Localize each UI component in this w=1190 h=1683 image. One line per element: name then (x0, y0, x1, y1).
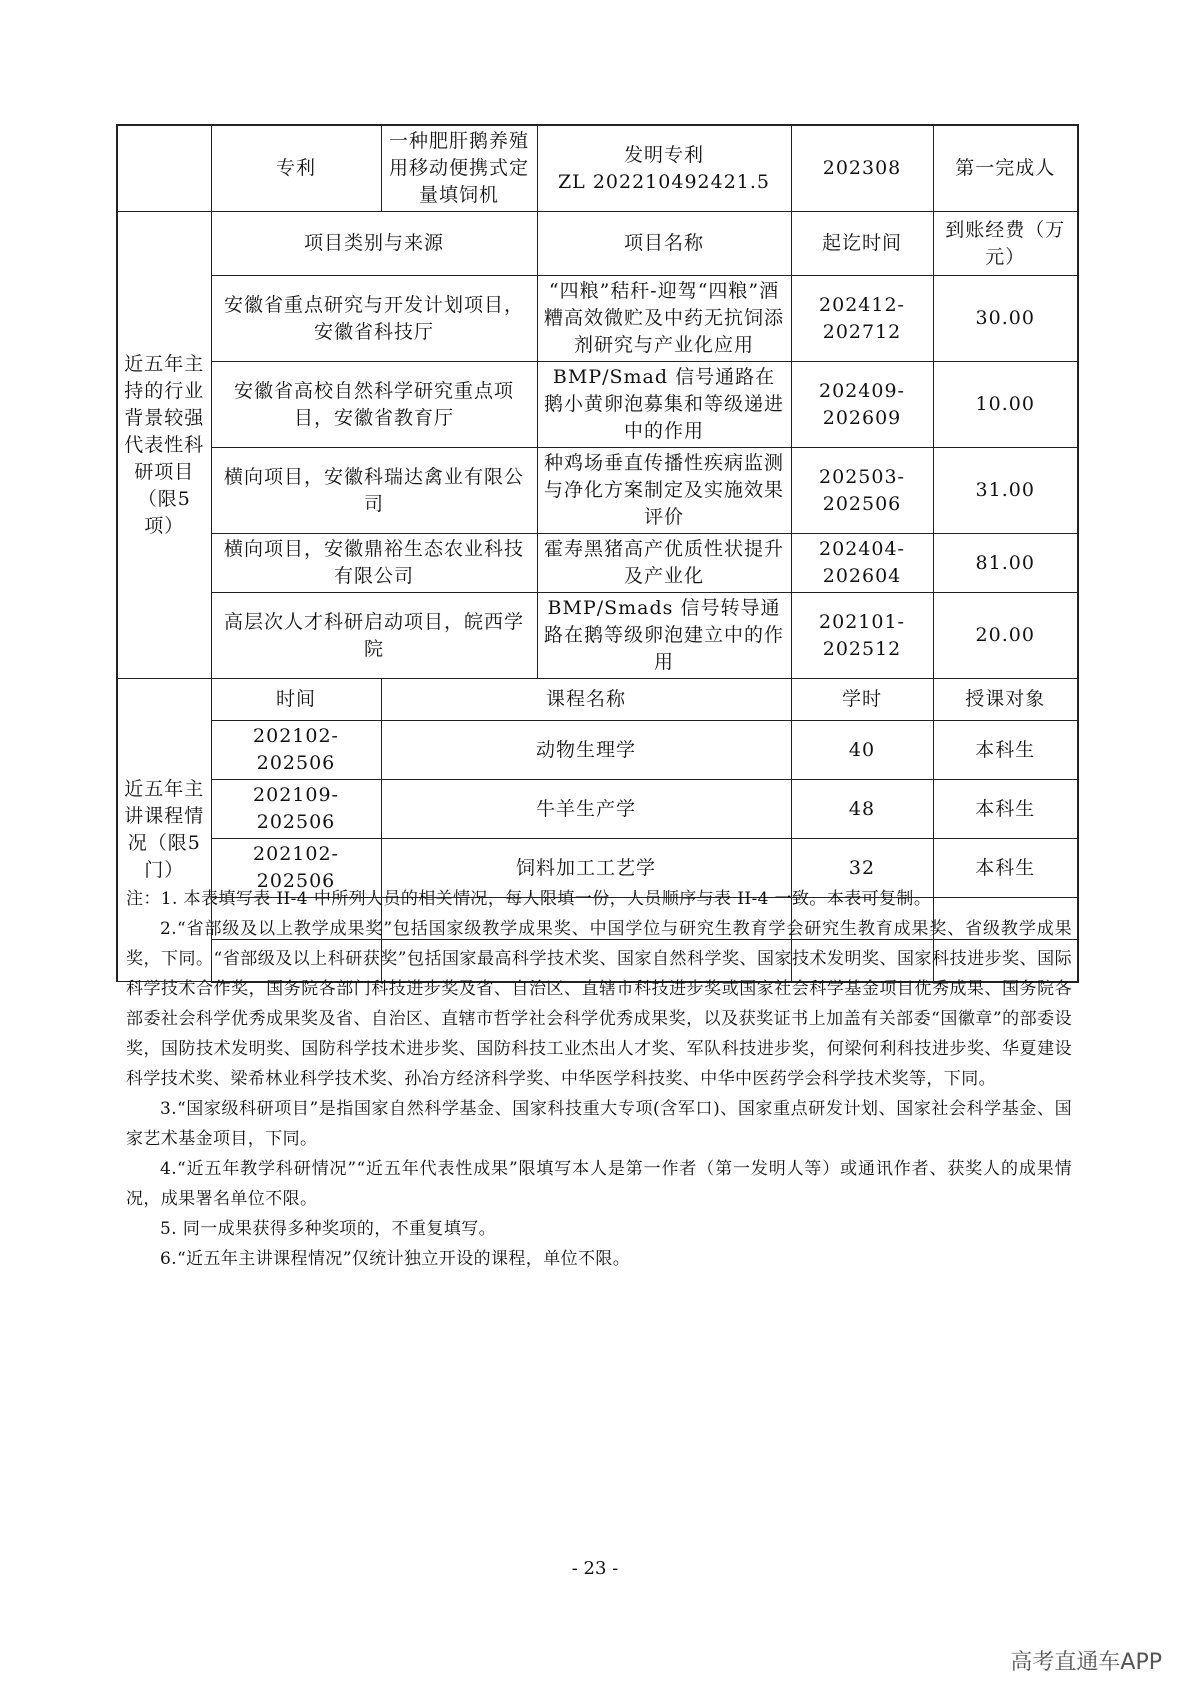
project-name: BMP/Smad 信号通路在鹅小黄卵泡募集和等级递进中的作用 (537, 362, 791, 448)
note-item: 6.“近五年主讲课程情况”仅统计独立开设的课程，单位不限。 (160, 1249, 631, 1269)
header-course-audience: 授课对象 (933, 679, 1078, 721)
project-name: 霍寿黑猪高产优质性状提升及产业化 (537, 534, 791, 593)
course-time: 202102-202506 (211, 839, 381, 898)
header-course-hours: 学时 (791, 679, 933, 721)
header-project-name: 项目名称 (537, 212, 791, 276)
project-source: 高层次人才科研启动项目，皖西学院 (211, 593, 537, 679)
project-name: “四粮”秸秆-迎驾“四粮”酒糟高效微贮及中药无抗饲添剂研究与产业化应用 (537, 276, 791, 362)
courses-header-row (117, 679, 1078, 721)
project-period: 202503-202506 (791, 448, 933, 534)
course-time: 202109-202506 (211, 780, 381, 839)
course-name: 动物生理学 (381, 721, 791, 780)
project-funding: 20.00 (933, 593, 1078, 679)
project-period: 202409-202609 (791, 362, 933, 448)
course-name: 牛羊生产学 (381, 780, 791, 839)
header-project-funding: 到账经费（万元） (933, 212, 1078, 276)
project-funding: 30.00 (933, 276, 1078, 362)
course-audience: 本科生 (933, 780, 1078, 839)
header-project-period: 起讫时间 (791, 212, 933, 276)
course-hours: 32 (791, 839, 933, 898)
note-item: 5. 同一成果获得多种奖项的，不重复填写。 (160, 1219, 497, 1239)
notes-section (126, 884, 1072, 1274)
project-funding: 31.00 (933, 448, 1078, 534)
patent-number: ZL 202210492421.5 (557, 170, 771, 193)
patent-row (117, 125, 1078, 212)
project-funding: 81.00 (933, 534, 1078, 593)
patent-category (537, 125, 791, 212)
project-row (117, 593, 1078, 679)
header-course-name: 课程名称 (381, 679, 791, 721)
project-name: 种鸡场垂直传播性疾病监测与净化方案制定及实施效果评价 (537, 448, 791, 534)
project-source: 横向项目，安徽科瑞达禽业有限公司 (211, 448, 537, 534)
personnel-info-table (116, 124, 1079, 983)
project-name: BMP/Smads 信号转导通路在鹅等级卵泡建立中的作用 (537, 593, 791, 679)
course-hours: 48 (791, 780, 933, 839)
note-item: 2.“省部级及以上教学成果奖”包括国家级教学成果奖、中国学位与研究生教育学会研究生教育成果奖、省级教学成果奖，下同。“省部级及以上科研获奖”包括国家最高科学技术奖、国家自然科学奖、国家技术发明奖、国家科技进步奖、国际科学技术合作奖，国务院各部门科技进步奖及省、自治区、直辖市科技进步奖或国家社会科学基金项目优秀成果、国务院各部委社会科学优秀成果奖及省、自治区、直辖市哲学社会科学优秀成果奖，以及获奖证书上加盖有关部委“国徽章”的部委设奖，国防技术发明奖、国防科学技术进步奖、国防科技工业杰出人才奖、军队科技进步奖，何梁何利科技进步奖、华夏建设科学技术奖、梁希林业科学技术奖、孙冶方经济科学奖、中华医学科技奖、中华中医药学会科学技术奖等，下同。 (126, 919, 1072, 1089)
note-item: 注：1. 本表填写表 II-4 中所列人员的相关情况，每人限填一份，人员顺序与表 II-4 一致。本表可复制。 (126, 889, 932, 909)
project-source: 安徽省高校自然科学研究重点项目，安徽省教育厅 (211, 362, 537, 448)
patent-rank: 第一完成人 (933, 125, 1078, 212)
project-period: 202404-202604 (791, 534, 933, 593)
projects-section-label: 近五年主持的行业背景较强代表性科研项目（限5项） (117, 212, 211, 679)
project-row (117, 448, 1078, 534)
project-funding: 10.00 (933, 362, 1078, 448)
patent-date: 202308 (791, 125, 933, 212)
patent-name: 一种肥肝鹅养殖用移动便携式定量填饲机 (381, 125, 537, 212)
note-item: 3.“国家级科研项目”是指国家自然科学基金、国家科技重大专项(含军口)、国家重点研发计划、国家社会科学基金、国家艺术基金项目，下同。 (126, 1099, 1072, 1149)
course-name: 饲料加工工艺学 (381, 839, 791, 898)
courses-section-label: 近五年主讲课程情况（限5门） (117, 679, 211, 982)
watermark: 高考直通车APP (1010, 1650, 1162, 1675)
project-source: 安徽省重点研究与开发计划项目，安徽省科技厅 (211, 276, 537, 362)
patent-category-type: 发明专利 (623, 143, 704, 166)
page-number: - 23 - (571, 1558, 619, 1579)
course-row (117, 721, 1078, 780)
project-period: 202101-202512 (791, 593, 933, 679)
projects-header-row (117, 212, 1078, 276)
project-row (117, 534, 1078, 593)
project-source: 横向项目，安徽鼎裕生态农业科技有限公司 (211, 534, 537, 593)
section-label-cell-empty (117, 125, 211, 212)
project-row (117, 276, 1078, 362)
header-project-source: 项目类别与来源 (211, 212, 537, 276)
note-item: 4.“近五年教学科研情况”“近五年代表性成果”限填写本人是第一作者（第一发明人等）或通讯作者、获奖人的成果情况，成果署名单位不限。 (126, 1159, 1072, 1209)
course-audience: 本科生 (933, 721, 1078, 780)
course-row (117, 780, 1078, 839)
header-course-time: 时间 (211, 679, 381, 721)
project-period: 202412-202712 (791, 276, 933, 362)
patent-type: 专利 (211, 125, 381, 212)
course-audience: 本科生 (933, 839, 1078, 898)
project-row (117, 362, 1078, 448)
course-time: 202102-202506 (211, 721, 381, 780)
course-hours: 40 (791, 721, 933, 780)
